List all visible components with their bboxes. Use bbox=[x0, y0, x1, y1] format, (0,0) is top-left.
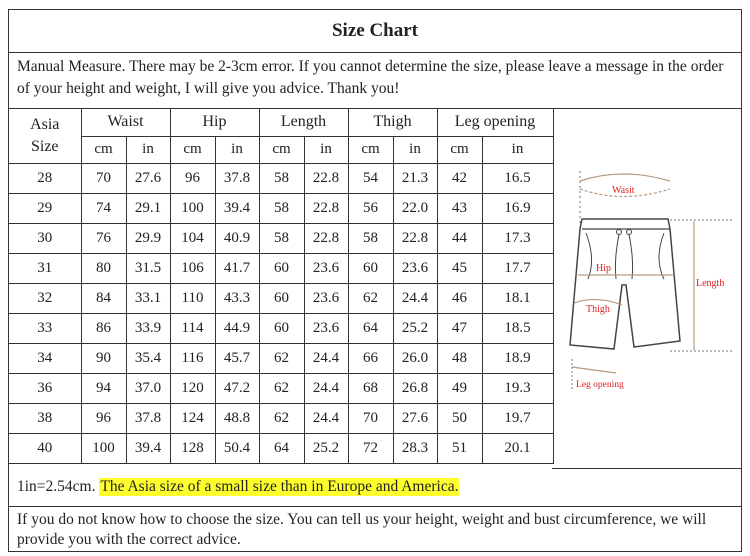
measure-cell: 24.4 bbox=[304, 343, 348, 373]
page-title: Size Chart bbox=[9, 10, 741, 53]
measure-cell: 33.1 bbox=[126, 283, 170, 313]
measure-cell: 76 bbox=[81, 223, 126, 253]
leg-opening-label: Leg opening bbox=[576, 380, 624, 390]
measure-cell: 72 bbox=[348, 433, 393, 463]
measure-cell: 62 bbox=[348, 283, 393, 313]
measure-cell: 22.0 bbox=[393, 193, 437, 223]
measure-cell: 128 bbox=[170, 433, 215, 463]
waist-arrow bbox=[580, 174, 670, 181]
measure-cell: 110 bbox=[170, 283, 215, 313]
measure-cell: 68 bbox=[348, 373, 393, 403]
measure-cell: 22.8 bbox=[304, 163, 348, 193]
measure-cell: 58 bbox=[259, 223, 304, 253]
measure-cell: 70 bbox=[81, 163, 126, 193]
measure-cell: 94 bbox=[81, 373, 126, 403]
measure-cell: 24.4 bbox=[393, 283, 437, 313]
unit-cm: cm bbox=[259, 136, 304, 163]
table-row bbox=[9, 373, 553, 403]
conversion-text: 1in=2.54cm. bbox=[17, 478, 96, 495]
measure-cell: 22.8 bbox=[304, 193, 348, 223]
measure-cell: 16.5 bbox=[482, 163, 553, 193]
measure-cell: 35.4 bbox=[126, 343, 170, 373]
unit-cm: cm bbox=[437, 136, 482, 163]
measure-cell: 60 bbox=[348, 253, 393, 283]
measure-cell: 114 bbox=[170, 313, 215, 343]
measure-cell: 62 bbox=[259, 343, 304, 373]
measure-cell: 27.6 bbox=[126, 163, 170, 193]
unit-in: in bbox=[393, 136, 437, 163]
measure-cell: 18.5 bbox=[482, 313, 553, 343]
measure-cell: 50.4 bbox=[215, 433, 259, 463]
size-cell: 38 bbox=[9, 403, 81, 433]
measure-cell: 49 bbox=[437, 373, 482, 403]
shorts-diagram bbox=[552, 109, 741, 469]
measure-cell: 23.6 bbox=[393, 253, 437, 283]
measure-cell: 46 bbox=[437, 283, 482, 313]
size-cell: 33 bbox=[9, 313, 81, 343]
measure-cell: 29.9 bbox=[126, 223, 170, 253]
measure-cell: 48.8 bbox=[215, 403, 259, 433]
length-header: Length bbox=[259, 109, 348, 136]
measure-cell: 60 bbox=[259, 283, 304, 313]
measure-cell: 18.1 bbox=[482, 283, 553, 313]
table-row bbox=[9, 163, 553, 193]
measure-cell: 47 bbox=[437, 313, 482, 343]
thigh-label: Thigh bbox=[586, 304, 610, 315]
measure-cell: 37.8 bbox=[215, 163, 259, 193]
measure-notice: Manual Measure. There may be 2-3cm error. If you cannot determine the size, please leave a message in the order of your height and weight, I will give you advice. Thank you! bbox=[9, 52, 741, 109]
measure-cell: 43 bbox=[437, 193, 482, 223]
measure-cell: 48 bbox=[437, 343, 482, 373]
asia-size-highlight: The Asia size of a small size than in Europe and America. bbox=[100, 478, 459, 495]
size-cell: 31 bbox=[9, 253, 81, 283]
size-cell: 36 bbox=[9, 373, 81, 403]
measure-cell: 56 bbox=[348, 193, 393, 223]
measure-cell: 58 bbox=[259, 193, 304, 223]
measure-cell: 64 bbox=[259, 433, 304, 463]
measure-cell: 20.1 bbox=[482, 433, 553, 463]
waist-header: Waist bbox=[81, 109, 170, 136]
measure-cell: 26.0 bbox=[393, 343, 437, 373]
measure-cell: 23.6 bbox=[304, 253, 348, 283]
measure-cell: 37.0 bbox=[126, 373, 170, 403]
measure-cell: 39.4 bbox=[215, 193, 259, 223]
size-cell: 32 bbox=[9, 283, 81, 313]
measure-cell: 50 bbox=[437, 403, 482, 433]
measure-cell: 62 bbox=[259, 403, 304, 433]
table-row bbox=[9, 253, 553, 283]
measure-cell: 66 bbox=[348, 343, 393, 373]
hip-header: Hip bbox=[170, 109, 259, 136]
measure-cell: 23.6 bbox=[304, 283, 348, 313]
measure-cell: 124 bbox=[170, 403, 215, 433]
measure-cell: 96 bbox=[81, 403, 126, 433]
measure-cell: 25.2 bbox=[393, 313, 437, 343]
waist-label: Wasit bbox=[612, 185, 635, 196]
measure-cell: 27.6 bbox=[393, 403, 437, 433]
measure-cell: 19.3 bbox=[482, 373, 553, 403]
leg-opening-arrow bbox=[572, 367, 616, 373]
measure-cell: 39.4 bbox=[126, 433, 170, 463]
measure-cell: 31.5 bbox=[126, 253, 170, 283]
size-cell: 29 bbox=[9, 193, 81, 223]
unit-cm: cm bbox=[170, 136, 215, 163]
conversion-note bbox=[9, 468, 741, 507]
measure-cell: 106 bbox=[170, 253, 215, 283]
measure-cell: 54 bbox=[348, 163, 393, 193]
measure-cell: 26.8 bbox=[393, 373, 437, 403]
measure-cell: 28.3 bbox=[393, 433, 437, 463]
measure-cell: 104 bbox=[170, 223, 215, 253]
measure-cell: 23.6 bbox=[304, 313, 348, 343]
size-table bbox=[9, 109, 554, 464]
measure-cell: 18.9 bbox=[482, 343, 553, 373]
measure-cell: 19.7 bbox=[482, 403, 553, 433]
unit-in: in bbox=[215, 136, 259, 163]
size-header bbox=[9, 109, 81, 163]
advice-note: If you do not know how to choose the size. You can tell us your height, weight and bust circumference, we will provide you with the correct advice. bbox=[17, 511, 707, 548]
unit-in: in bbox=[304, 136, 348, 163]
measure-cell: 44.9 bbox=[215, 313, 259, 343]
measure-cell: 45.7 bbox=[215, 343, 259, 373]
shorts-outline bbox=[570, 219, 680, 349]
measure-cell: 24.4 bbox=[304, 373, 348, 403]
measure-cell: 58 bbox=[348, 223, 393, 253]
measure-cell: 100 bbox=[81, 433, 126, 463]
leg-opening-header: Leg opening bbox=[437, 109, 553, 136]
measure-cell: 84 bbox=[81, 283, 126, 313]
table-row bbox=[9, 223, 553, 253]
measure-cell: 16.9 bbox=[482, 193, 553, 223]
size-header-line1: Asia bbox=[30, 115, 60, 133]
shorts-diagram-svg bbox=[552, 109, 741, 468]
size-chart-frame bbox=[8, 9, 742, 552]
measure-cell: 22.8 bbox=[393, 223, 437, 253]
size-header-line2: Size bbox=[30, 137, 59, 155]
size-cell: 34 bbox=[9, 343, 81, 373]
measure-cell: 100 bbox=[170, 193, 215, 223]
table-row bbox=[9, 433, 553, 463]
size-cell: 30 bbox=[9, 223, 81, 253]
size-cell: 28 bbox=[9, 163, 81, 193]
measure-cell: 45 bbox=[437, 253, 482, 283]
measure-cell: 29.1 bbox=[126, 193, 170, 223]
table-row bbox=[9, 283, 553, 313]
unit-in: in bbox=[482, 136, 553, 163]
measure-cell: 60 bbox=[259, 253, 304, 283]
measure-cell: 58 bbox=[259, 163, 304, 193]
measure-cell: 33.9 bbox=[126, 313, 170, 343]
measure-cell: 51 bbox=[437, 433, 482, 463]
measure-cell: 86 bbox=[81, 313, 126, 343]
table-row bbox=[9, 193, 553, 223]
measure-cell: 24.4 bbox=[304, 403, 348, 433]
measure-cell: 44 bbox=[437, 223, 482, 253]
hip-label: Hip bbox=[596, 263, 611, 274]
measure-cell: 120 bbox=[170, 373, 215, 403]
measure-cell: 43.3 bbox=[215, 283, 259, 313]
measure-cell: 42 bbox=[437, 163, 482, 193]
table-row bbox=[9, 343, 553, 373]
measure-cell: 17.3 bbox=[482, 223, 553, 253]
measure-cell: 17.7 bbox=[482, 253, 553, 283]
measure-cell: 47.2 bbox=[215, 373, 259, 403]
unit-cm: cm bbox=[81, 136, 126, 163]
measure-cell: 40.9 bbox=[215, 223, 259, 253]
measure-cell: 64 bbox=[348, 313, 393, 343]
measure-cell: 116 bbox=[170, 343, 215, 373]
size-cell: 40 bbox=[9, 433, 81, 463]
table-row bbox=[9, 313, 553, 343]
measure-cell: 62 bbox=[259, 373, 304, 403]
measure-cell: 41.7 bbox=[215, 253, 259, 283]
measure-cell: 37.8 bbox=[126, 403, 170, 433]
thigh-header: Thigh bbox=[348, 109, 437, 136]
measure-cell: 60 bbox=[259, 313, 304, 343]
unit-in: in bbox=[126, 136, 170, 163]
measure-cell: 96 bbox=[170, 163, 215, 193]
measure-cell: 90 bbox=[81, 343, 126, 373]
measure-cell: 70 bbox=[348, 403, 393, 433]
length-label: Length bbox=[696, 278, 725, 289]
measure-cell: 25.2 bbox=[304, 433, 348, 463]
table-row bbox=[9, 403, 553, 433]
measure-cell: 80 bbox=[81, 253, 126, 283]
unit-cm: cm bbox=[348, 136, 393, 163]
measure-cell: 21.3 bbox=[393, 163, 437, 193]
measure-cell: 22.8 bbox=[304, 223, 348, 253]
measure-cell: 74 bbox=[81, 193, 126, 223]
